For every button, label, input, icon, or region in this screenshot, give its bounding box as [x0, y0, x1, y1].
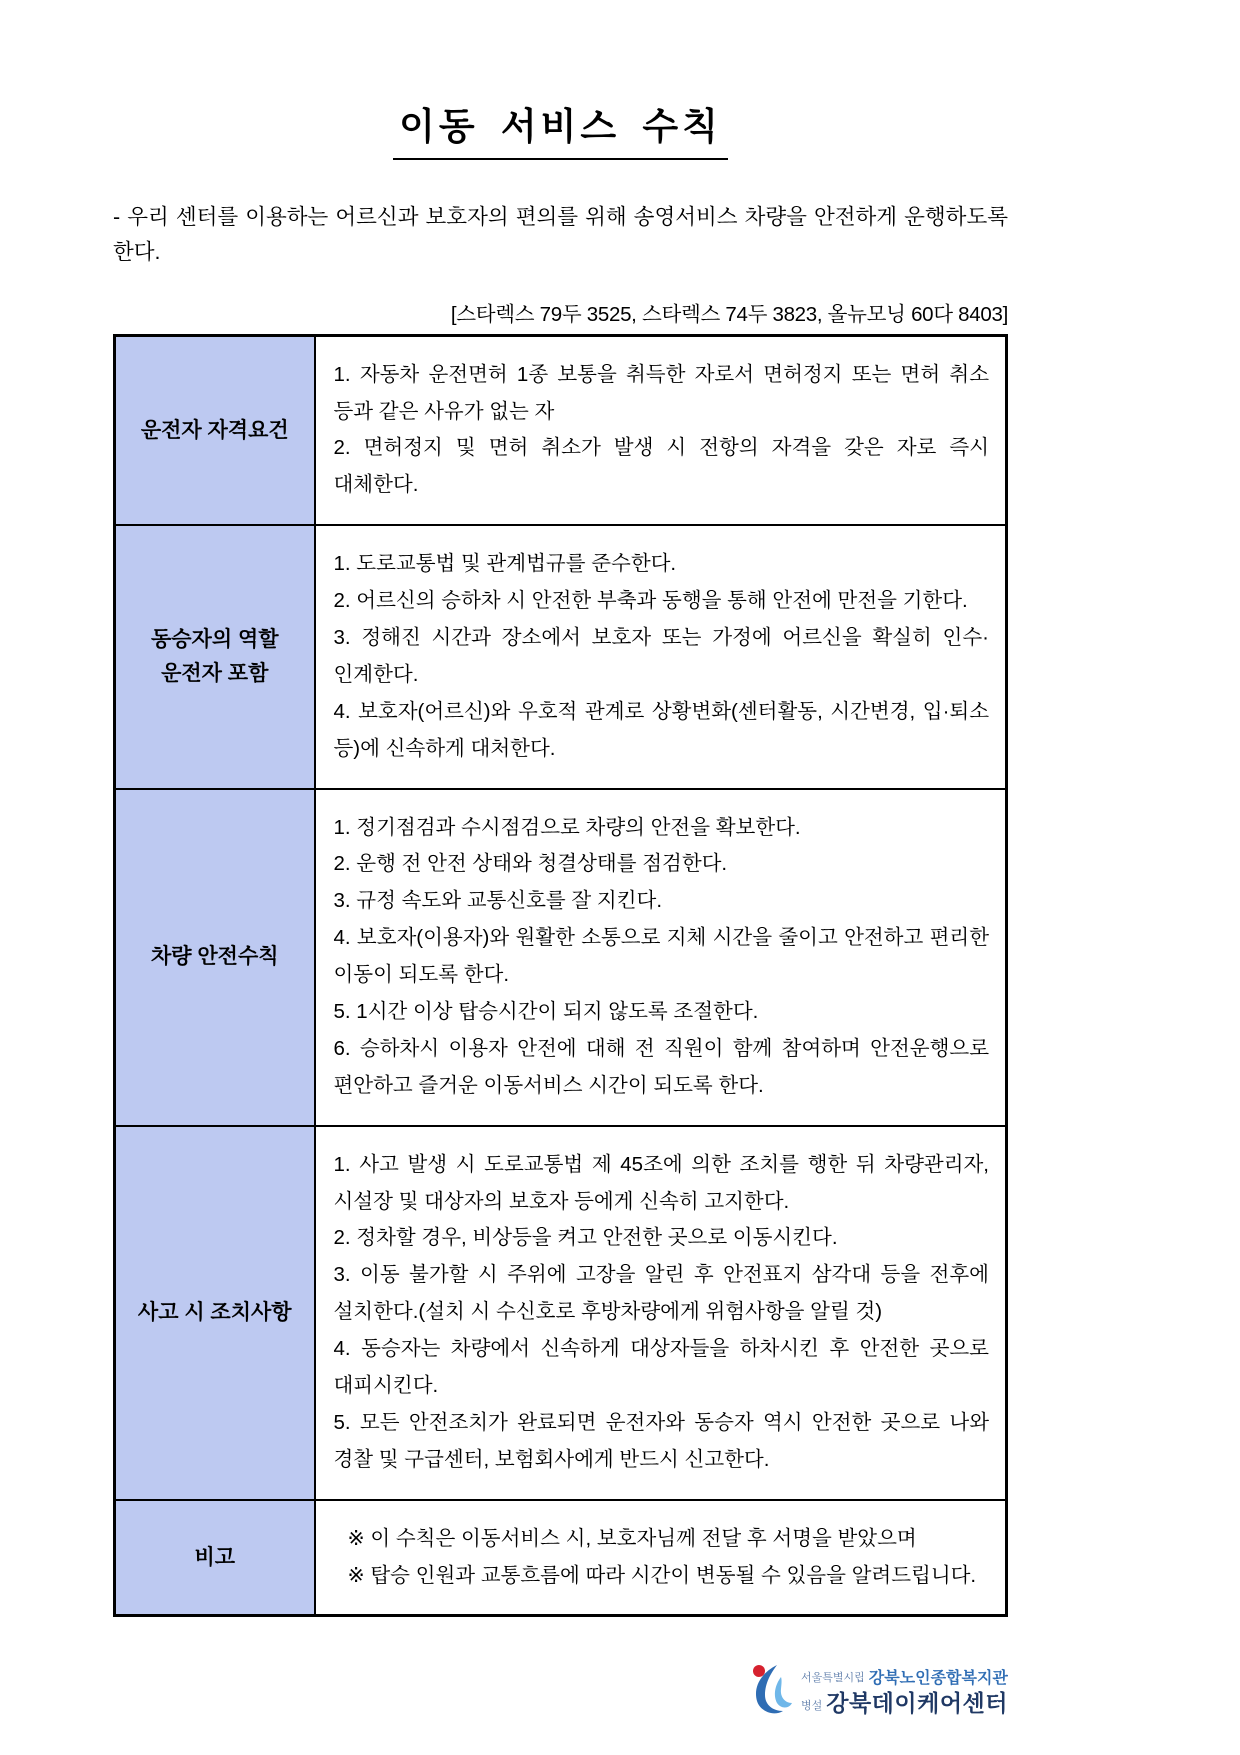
table-row — [115, 335, 1007, 525]
row-header-cell — [115, 1500, 315, 1616]
footer — [113, 1663, 1008, 1722]
rule-item: 2. 어르신의 승하차 시 안전한 부축과 동행을 통해 안전에 만전을 기한다. — [333, 589, 968, 613]
rule-item: 5. 모든 안전조치가 완료되면 운전자와 동승자 역시 안전한 곳으로 나와 경찰 및 구급센터, 보험회사에게 반드시 신고한다. — [333, 1410, 989, 1471]
row-header-cell — [115, 1126, 315, 1500]
row-header-text: 비고 — [194, 1545, 236, 1569]
table-row — [115, 789, 1007, 1126]
logo-org-line — [801, 1669, 1008, 1689]
rule-item: 1. 사고 발생 시 도로교통법 제 45조에 의한 조치를 행한 뒤 차량관리자, 시설장 및 대상자의 보호자 등에게 신속히 고지한다. — [333, 1152, 989, 1213]
logo-branch-line — [801, 1689, 1008, 1718]
rule-item: 4. 보호자(어르신)와 우호적 관계로 상황변화(센터활동, 시간변경, 입·퇴소 등)에 신속하게 대처한다. — [333, 699, 989, 760]
rule-item: 6. 승하차시 이용자 안전에 대해 전 직원이 함께 참여하며 안전운행으로 편안하고 즐거운 이동서비스 시간이 되도록 한다. — [333, 1036, 989, 1097]
vehicle-list: [스타렉스 79두 3525, 스타렉스 74두 3823, 올뉴모닝 60다 8403] — [450, 302, 1008, 326]
table-row — [115, 525, 1007, 788]
logo-text — [801, 1669, 1008, 1718]
rule-item: 1. 정기점검과 수시점검으로 차량의 안전을 확보한다. — [333, 815, 801, 839]
row-header-text: 운전자 포함 — [161, 661, 269, 685]
row-content-cell — [315, 1126, 1007, 1500]
org-name: 강북노인종합복지관 — [868, 1669, 1008, 1687]
rule-item: 2. 면허정지 및 면허 취소가 발생 시 전항의 자격을 갖은 자로 즉시 대체한다. — [333, 436, 989, 497]
rule-item: 2. 운행 전 안전 상태와 청결상태를 점검한다. — [333, 852, 728, 876]
document-page — [113, 0, 1008, 1722]
rule-item: 3. 규정 속도와 교통신호를 잘 지킨다. — [333, 889, 663, 913]
intro-paragraph: - 우리 센터를 이용하는 어르신과 보호자의 편의를 위해 송영서비스 차량을 안전하게 운행하도록 한다. — [113, 205, 1008, 264]
branch-prefix: 병설 — [800, 1699, 823, 1712]
center-logo-icon — [747, 1663, 793, 1722]
row-header-text: 동승자의 역할 — [150, 628, 279, 652]
table-row — [115, 1500, 1007, 1616]
rule-item: ※ 탑승 인원과 교통흐름에 따라 시간이 변동될 수 있음을 알려드립니다. — [347, 1563, 977, 1587]
rules-table-body — [115, 335, 1007, 1616]
page-title: 이동 서비스 수칙 — [393, 96, 728, 160]
row-header-cell — [115, 335, 315, 525]
title-wrap — [113, 96, 1008, 160]
row-header-cell — [115, 789, 315, 1126]
row-content-cell — [315, 525, 1007, 788]
rule-item: 3. 정해진 시간과 장소에서 보호자 또는 가정에 어르신을 확실히 인수·인계한다. — [333, 626, 989, 686]
rule-item: 1. 도로교통법 및 관계법규를 준수한다. — [333, 552, 677, 576]
rule-item: 4. 동승자는 차량에서 신속하게 대상자들을 하차시킨 후 안전한 곳으로 대피시킨다. — [333, 1337, 989, 1398]
row-header-text: 운전자 자격요건 — [140, 418, 289, 442]
org-prefix: 서울특별시립 — [800, 1671, 865, 1684]
rule-item: ※ 이 수칙은 이동서비스 시, 보호자님께 전달 후 서명을 받았으며 — [347, 1526, 917, 1550]
row-content-cell — [315, 335, 1007, 525]
branch-name: 강북데이케어센터 — [826, 1689, 1008, 1716]
table-row — [115, 1126, 1007, 1500]
row-content-cell — [315, 789, 1007, 1126]
rule-item: 3. 이동 불가할 시 주위에 고장을 알린 후 안전표지 삼각대 등을 전후에 설치한다.(설치 시 수신호로 후방차량에게 위험사항을 알릴 것) — [333, 1263, 989, 1324]
rules-table — [113, 334, 1008, 1618]
row-header-text: 차량 안전수칙 — [150, 945, 279, 969]
center-logo — [747, 1663, 1008, 1722]
rule-item: 1. 자동차 운전면허 1종 보통을 취득한 자로서 면허정지 또는 면허 취소 등과 같은 사유가 없는 자 — [333, 362, 989, 423]
row-content-cell — [315, 1500, 1007, 1616]
rule-item: 2. 정차할 경우, 비상등을 켜고 안전한 곳으로 이동시킨다. — [333, 1226, 838, 1250]
rule-item: 5. 1시간 이상 탑승시간이 되지 않도록 조절한다. — [333, 1000, 759, 1024]
rule-item: 4. 보호자(이용자)와 원활한 소통으로 지체 시간을 줄이고 안전하고 편리한 이동이 되도록 한다. — [333, 926, 989, 987]
row-header-text: 사고 시 조치사항 — [137, 1300, 292, 1324]
row-header-cell — [115, 525, 315, 788]
